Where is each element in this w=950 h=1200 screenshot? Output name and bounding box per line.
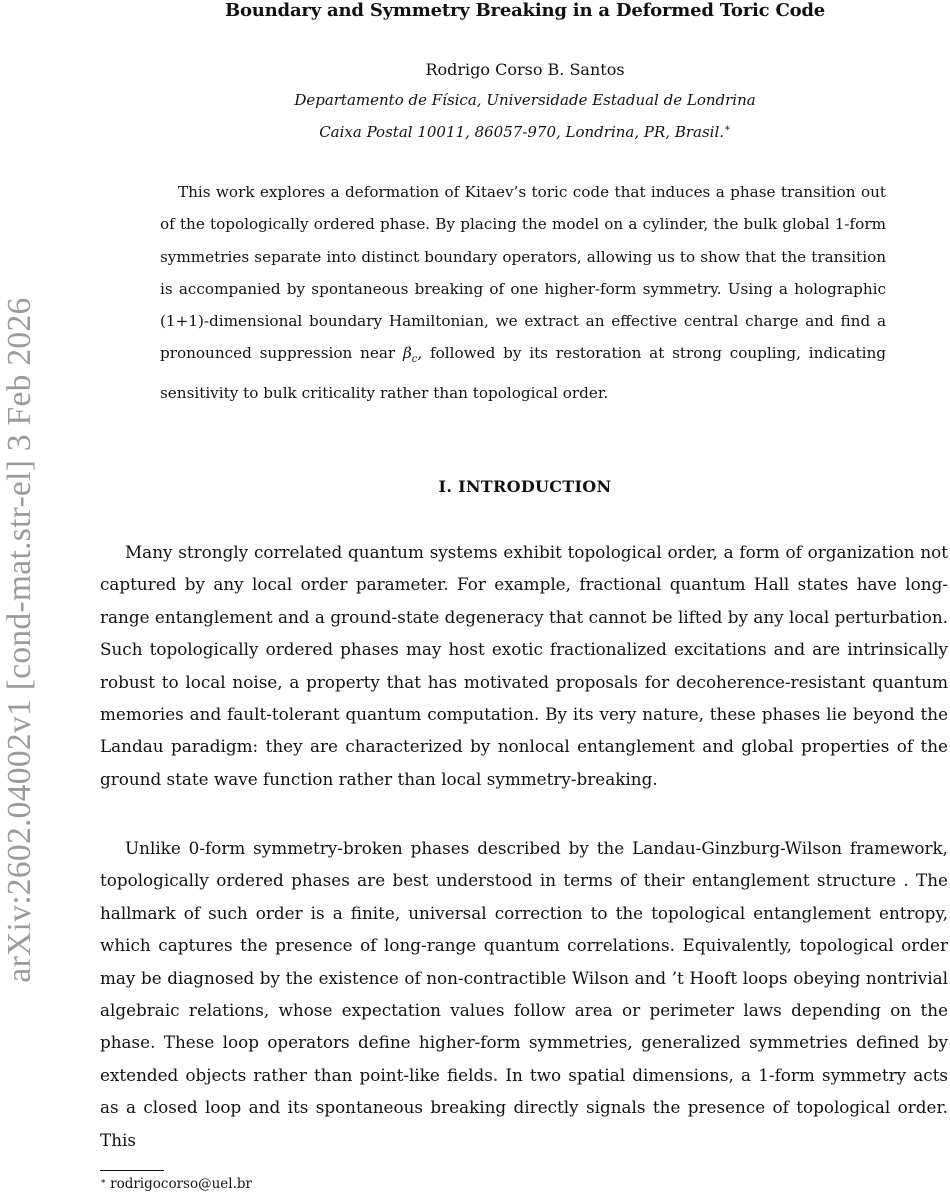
affiliation-footnote-marker: ∗: [724, 123, 731, 134]
arxiv-watermark: [0, 0, 60, 1200]
beta-critical-symbol: β: [403, 344, 412, 363]
author-name: Rodrigo Corso B. Santos: [425, 60, 625, 79]
arxiv-identifier: arXiv:2602.04002v1 [cond-mat.str-el] 3 Feb 2026: [1, 297, 38, 983]
affiliation-address-text: Caixa Postal 10011, 86057-970, Londrina, PR, Brasil.: [319, 123, 725, 141]
footnote-marker: ∗: [100, 1177, 107, 1187]
intro-paragraph: Many strongly correlated quantum systems exhibit topological order, a form of organization not captured by any local order parameter. For example, fractional quantum Hall states have long-range entanglement and a ground-state degeneracy that cannot be lifted by any local perturbation. Such topologically ordered phases may host exotic fractionalized excitations and are intrinsically robust to local noise, a property that has motivated proposals for decoherence-resistant quantum memories and fault-tolerant quantum computation. By its very nature, these phases lie beyond the Landau paradigm: they are characterized by nonlocal entanglement and global properties of the ground state wave function rather than local symmetry-breaking.: [100, 542, 948, 789]
section-heading-introduction: I. INTRODUCTION: [438, 477, 612, 496]
intro-paragraph: Unlike 0-form symmetry-broken phases described by the Landau-Ginzburg-Wilson framework, topologically ordered phases are best understood in terms of their entanglement structure . The hallmark of such order is a finite, universal correction to the topological entanglement entropy, which captures the presence of long-range quantum correlations. Equivalently, topological order may be diagnosed by the existence of non-contractible Wilson and ’t Hooft loops obeying nontrivial algebraic relations, whose expectation values follow area or perimeter laws depending on the phase. These loop operators define higher-form symmetries, generalized symmetries defined by extended objects rather than point-like fields. In two spatial dimensions, a 1-form symmetry acts as a closed loop and its spontaneous breaking directly signals the presence of topological order. This: [100, 838, 948, 1150]
abstract-text-part2: , followed by its restoration at strong coupling, indicating sensitivity to bulk criticality rather than topological order.: [160, 344, 886, 402]
abstract: [160, 176, 886, 409]
paper-title: Boundary and Symmetry Breaking in a Deformed Toric Code: [224, 0, 826, 21]
footnote-divider: [100, 1170, 164, 1171]
abstract-text-part1: This work explores a deformation of Kitaev’s toric code that induces a phase transition out of the topologically ordered phase. By placing the model on a cylinder, the bulk global 1-form symmetries separate into distinct boundary operators, allowing us to show that the transition is accompanied by spontaneous breaking of one higher-form symmetry. Using a holographic (1+1)-dimensional boundary Hamiltonian, we extract an effective central charge and find a pronounced suppression near: [160, 183, 886, 363]
affiliation-department: Departamento de Física, Universidade Estadual de Londrina: [294, 91, 756, 109]
affiliation-address: [100, 123, 950, 141]
footnote-email: rodrigocorso@uel.br: [110, 1176, 252, 1192]
beta-critical-subscript: c: [411, 354, 418, 366]
footnote: [100, 1176, 252, 1192]
